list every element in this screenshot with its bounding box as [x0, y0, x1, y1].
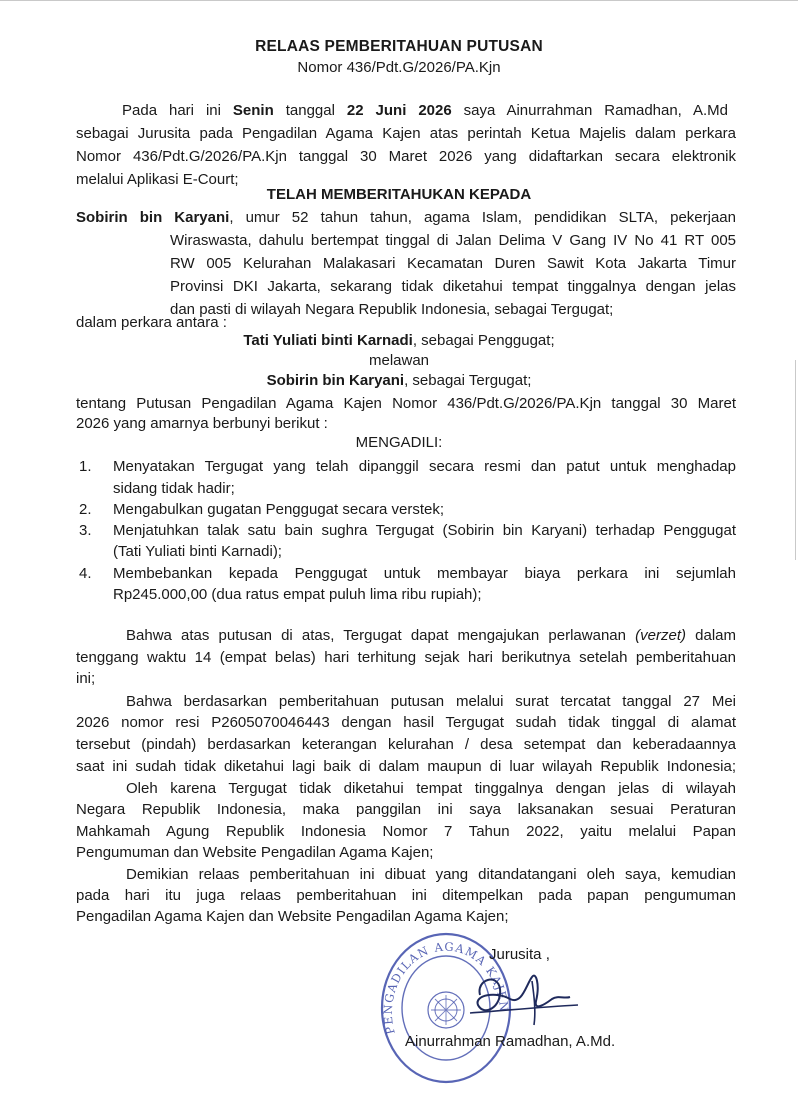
plaintiff-line	[0, 331, 798, 351]
scan-edge-top	[0, 0, 798, 1]
verdict-item-4-line-1: Membebankan kepada Penggugat untuk membayar biaya perkara ini sejumlah	[113, 565, 736, 582]
document-title: RELAAS PEMBERITAHUAN PUTUSAN	[255, 38, 543, 55]
para1-text-a: Bahwa atas putusan di atas, Tergugat dapat mengajukan perlawanan	[126, 627, 636, 644]
intro-text-a: Pada hari ini	[122, 102, 233, 119]
defendant-name: Sobirin bin Karyani	[266, 372, 405, 389]
about-line-2: 2026 yang amarnya berbunyi berikut :	[76, 415, 328, 432]
plaintiff-role: , sebagai Penggugat;	[412, 332, 555, 349]
para2-line-1: Bahwa berdasarkan pemberitahuan putusan melalui surat tercatat tanggal 27 Mei	[126, 693, 736, 710]
para1-verzet: (verzet)	[635, 627, 686, 644]
verdict-item-3-line-1: Menjatuhkan talak satu bain sughra Tergugat (Sobirin bin Karyani) terhadap Penggugat	[113, 522, 736, 539]
recipient-line-2: Wiraswasta, dahulu bertempat tinggal di Jalan Delima V Gang IV No 41 RT 005	[170, 232, 736, 249]
intro-text-e: saya Ainurrahman Ramadhan, A.Md	[451, 102, 728, 119]
verdict-item-2-number: 2.	[79, 501, 92, 518]
versus-text: melawan	[368, 352, 430, 369]
verdict-item-2-line-1: Mengabulkan gugatan Penggugat secara verstek;	[113, 501, 445, 518]
para3-line-3: Mahkamah Agung Republik Indonesia Nomor 7 Tahun 2022, yaitu melalui Papan	[76, 823, 736, 840]
recipient-line-1	[76, 208, 736, 228]
plaintiff-name: Tati Yuliati binti Karnadi	[243, 332, 413, 349]
signer-name: Ainurrahman Ramadhan, A.Md.	[405, 1033, 616, 1050]
para3-line-1: Oleh karena Tergugat tidak diketahui tempat tinggalnya dengan jelas di wilayah	[126, 780, 736, 797]
para1-line-1	[126, 626, 736, 646]
para1-text-c: dalam	[685, 627, 736, 644]
intro-date: 22 Juni 2026	[346, 102, 452, 119]
verdict-item-3-line-2: (Tati Yuliati binti Karnadi);	[113, 543, 282, 560]
intro-line-1	[122, 101, 728, 121]
document-number: Nomor 436/Pdt.G/2026/PA.Kjn	[297, 59, 501, 76]
about-line-1: tentang Putusan Pengadilan Agama Kajen Nomor 436/Pdt.G/2026/PA.Kjn tanggal 30 Maret	[76, 395, 736, 412]
notified-heading: TELAH MEMBERITAHUKAN KEPADA	[266, 186, 532, 203]
para1-line-2: tenggang waktu 14 (empat belas) hari terhitung sejak hari berikutnya setelah pemberitahuan	[76, 649, 736, 666]
intro-line-2: sebagai Jurusita pada Pengadilan Agama Kajen atas perintah Ketua Majelis dalam perkara	[76, 125, 736, 142]
recipient-line-5: dan pasti di wilayah Negara Republik Indonesia, sebagai Tergugat;	[170, 301, 614, 318]
verdict-item-1-line-1: Menyatakan Tergugat yang telah dipanggil secara resmi dan patut untuk menghadap	[113, 458, 736, 475]
para4-line-2: pada hari itu juga relaas pemberitahuan ini ditempelkan pada papan pengumuman	[76, 887, 736, 904]
para2-line-3: tersebut (pindah) berdasarkan keterangan kelurahan / desa setempat dan keberadaannya	[76, 736, 736, 753]
recipient-line-1-rest: , umur 52 tahun tahun, agama Islam, pendidikan SLTA, pekerjaan	[229, 209, 736, 226]
intro-day: Senin	[232, 102, 274, 119]
para3-line-2: Negara Republik Indonesia, maka panggilan ini saya laksanakan sesuai Peraturan	[76, 801, 736, 818]
para1-line-3: ini;	[76, 670, 96, 687]
stamp-text: PENGADILAN AGAMA KAJEN	[380, 939, 512, 1036]
verdict-heading: MENGADILI:	[355, 434, 443, 451]
recipient-name: Sobirin bin Karyani	[76, 209, 230, 226]
verdict-item-4-number: 4.	[79, 565, 92, 582]
intro-text-c: tanggal	[273, 102, 347, 119]
verdict-item-3-number: 3.	[79, 522, 92, 539]
para3-line-4: Pengumuman dan Website Pengadilan Agama Kajen;	[76, 844, 434, 861]
verdict-item-4-line-2: Rp245.000,00 (dua ratus empat puluh lima ribu rupiah);	[113, 586, 482, 603]
para2-line-2: 2026 nomor resi P2605070046443 dengan hasil Tergugat sudah tidak tinggal di alamat	[76, 714, 736, 731]
parties-intro: dalam perkara antara :	[76, 314, 227, 331]
verdict-item-1-number: 1.	[79, 458, 92, 475]
para2-line-4: saat ini sudah tidak diketahui lagi baik di dalam maupun di luar wilayah Republik Indonesia;	[76, 758, 736, 775]
recipient-line-3: RW 005 Kelurahan Malakasari Kecamatan Duren Sawit Kota Jakarta Timur	[170, 255, 736, 272]
signer-role: Jurusita ,	[489, 946, 550, 963]
defendant-line	[0, 371, 798, 391]
para4-line-3: Pengadilan Agama Kajen dan Website Pengadilan Agama Kajen;	[76, 908, 509, 925]
defendant-role: , sebagai Tergugat;	[404, 372, 532, 389]
para4-line-1: Demikian relaas pemberitahuan ini dibuat yang ditandatangani oleh saya, kemudian	[126, 866, 736, 883]
recipient-line-4: Provinsi DKI Jakarta, sekarang tidak diketahui tempat tinggalnya dengan jelas	[170, 278, 736, 295]
intro-line-3: Nomor 436/Pdt.G/2026/PA.Kjn tanggal 30 Maret 2026 yang didaftarkan secara elektronik	[76, 148, 736, 165]
verdict-item-1-line-2: sidang tidak hadir;	[113, 480, 235, 497]
intro-line-4: melalui Aplikasi E-Court;	[76, 171, 239, 188]
